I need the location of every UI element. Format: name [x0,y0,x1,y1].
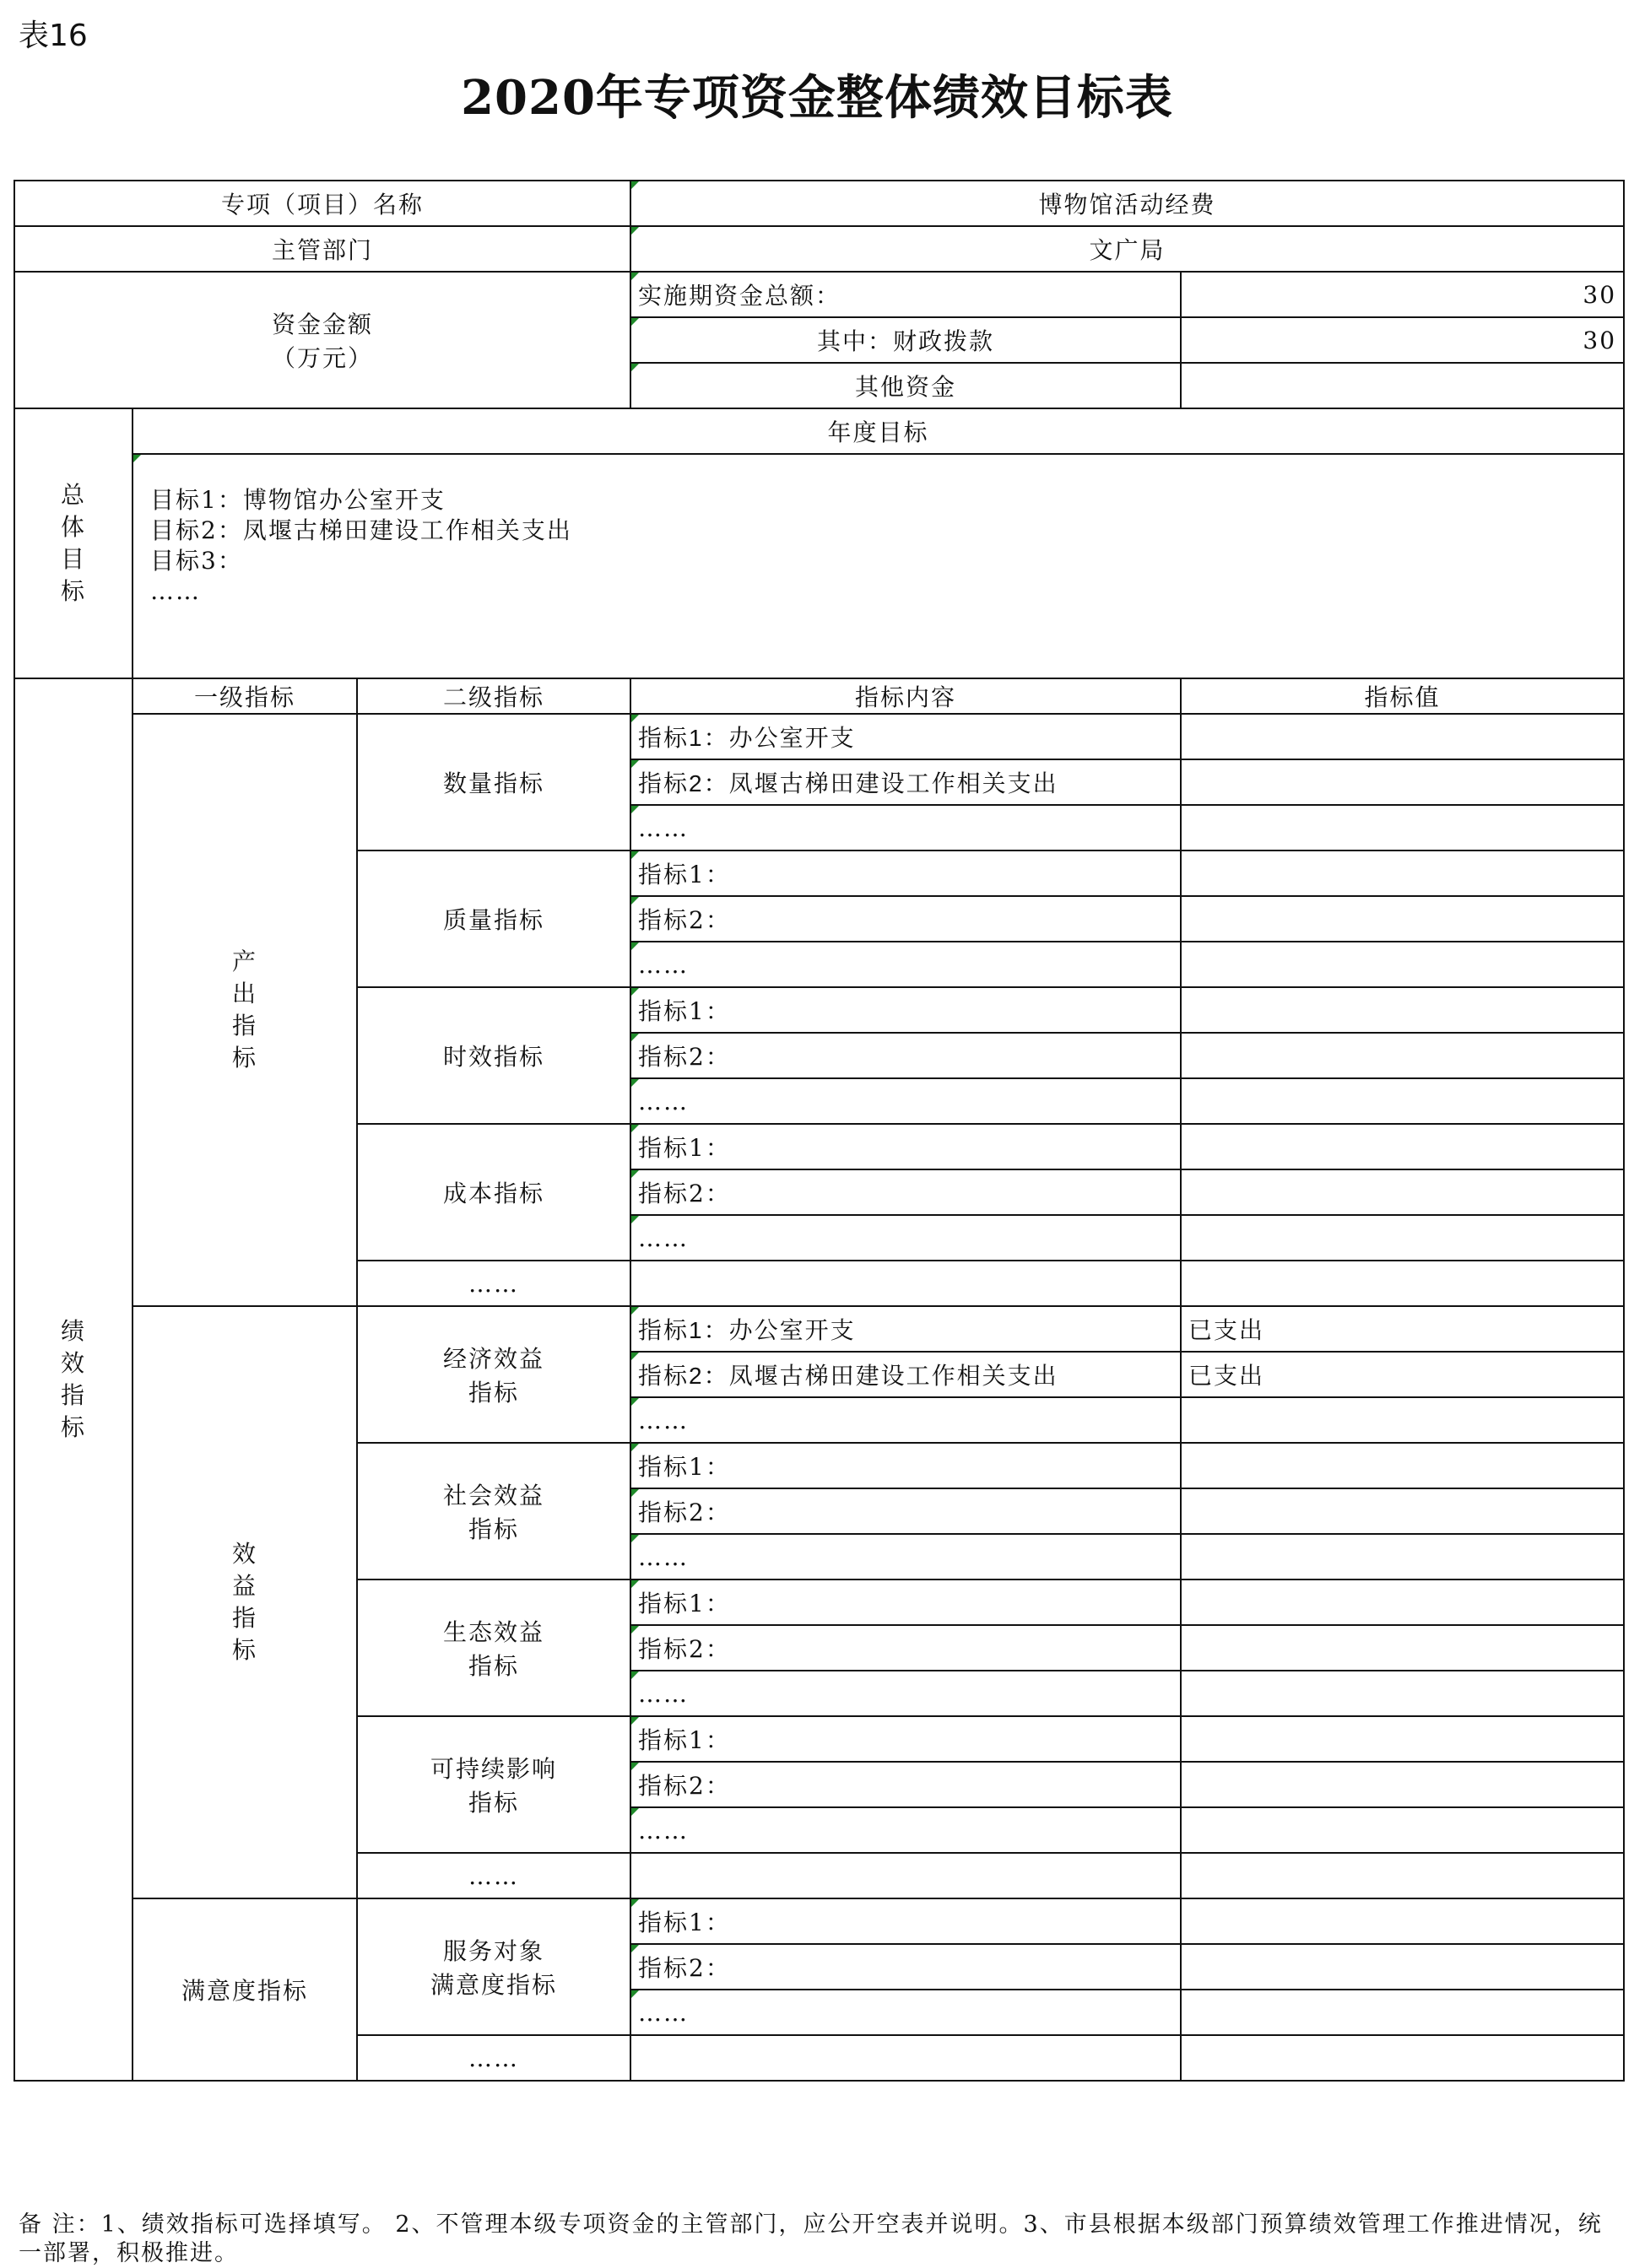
performance-target-table [14,180,1625,2082]
goal-line-1: 目标1：博物馆办公室开支 [150,486,446,514]
indicator-content: 指标2：凤堰古梯田建设工作相关支出 [630,759,1181,805]
indicator-value [1181,1580,1624,1625]
table-number-tag: 表16 [19,19,88,53]
indicator-content [630,2035,1181,2081]
fund-total-value: 30 [1181,272,1624,317]
indicator-content: 指标1： [630,1443,1181,1488]
benefit-indicator-label: 效益指标 [133,1306,357,1898]
indicator-content: …… [630,1078,1181,1124]
goal-line-2: 目标2：凤堰古梯田建设工作相关支出 [150,516,572,544]
indicator-value [1181,759,1624,805]
indicator-value [1181,1534,1624,1580]
indicator-value [1181,1033,1624,1078]
indicator-content: …… [630,942,1181,987]
timeliness-indicator-label: 时效指标 [357,987,630,1124]
document-title: 2020年专项资金整体绩效目标表 [461,70,1173,126]
quality-indicator-label: 质量指标 [357,850,630,987]
indicator-value [1181,1443,1624,1488]
indicator-value [1181,714,1624,759]
indicator-value [1181,1898,1624,1944]
indicator-content: 指标2： [630,1169,1181,1215]
cost-indicator-label: 成本指标 [357,1124,630,1261]
social-benefit-label: 社会效益 指标 [357,1443,630,1580]
service-satisfaction-label: 服务对象 满意度指标 [357,1898,630,2035]
indicator-value [1181,942,1624,987]
col-level2-header: 二级指标 [357,678,630,714]
indicator-value [1181,1397,1624,1443]
project-name-label: 专项（项目）名称 [14,181,630,226]
indicator-content: 指标1： [630,850,1181,896]
quantity-indicator-label: 数量指标 [357,714,630,850]
indicator-value [1181,896,1624,942]
indicator-value [1181,1124,1624,1169]
indicator-content: …… [630,1397,1181,1443]
indicator-value [1181,1716,1624,1762]
indicator-value [1181,2035,1624,2081]
indicator-content: 指标1： [630,1580,1181,1625]
satisfaction-more-level2: …… [357,2035,630,2081]
indicator-value [1181,1762,1624,1807]
indicator-value: 已支出 [1181,1306,1624,1352]
indicator-content: 指标2： [630,896,1181,942]
indicator-value [1181,1990,1624,2035]
fund-total-label: 实施期资金总额： [630,272,1181,317]
output-more-level2: …… [357,1261,630,1306]
economic-benefit-label: 经济效益 指标 [357,1306,630,1443]
indicator-content: 指标2：凤堰古梯田建设工作相关支出 [630,1352,1181,1397]
indicator-content: …… [630,805,1181,850]
indicator-content: …… [630,1671,1181,1716]
indicator-content: 指标1： [630,1124,1181,1169]
indicator-value [1181,1853,1624,1898]
indicator-content: …… [630,1534,1181,1580]
goal-line-3: 目标3： [150,547,243,575]
indicator-content: 指标2： [630,1488,1181,1534]
footnote: 备 注：1、绩效指标可选择填写。 2、不管理本级专项资金的主管部门，应公开空表并说明。3、市县根据本级部门预算绩效管理工作推进情况，统一部署，积极推进。 [19,2211,1603,2266]
indicator-value [1181,1078,1624,1124]
indicator-value [1181,1215,1624,1261]
indicator-value: 已支出 [1181,1352,1624,1397]
indicator-content: 指标1： [630,987,1181,1033]
overall-goal-side-label: 总体目标 [14,408,133,678]
performance-side-label: 绩效指标 [14,678,133,2081]
indicator-value [1181,1261,1624,1306]
indicator-value [1181,1625,1624,1671]
indicator-content: 指标2： [630,1944,1181,1990]
col-value-header: 指标值 [1181,678,1624,714]
indicator-value [1181,850,1624,896]
indicator-value [1181,987,1624,1033]
satisfaction-indicator-label: 满意度指标 [133,1898,357,2081]
col-content-header: 指标内容 [630,678,1181,714]
indicator-content [630,1853,1181,1898]
indicator-value [1181,1671,1624,1716]
fund-other-value [1181,363,1624,408]
indicator-content: 指标2： [630,1625,1181,1671]
indicator-value [1181,1488,1624,1534]
indicator-value [1181,805,1624,850]
project-name-value: 博物馆活动经费 [630,181,1624,226]
benefit-more-level2: …… [357,1853,630,1898]
indicator-content: 指标1： [630,1716,1181,1762]
indicator-content: …… [630,1990,1181,2035]
ecological-benefit-label: 生态效益 指标 [357,1580,630,1716]
sustainable-impact-label: 可持续影响 指标 [357,1716,630,1853]
indicator-content: …… [630,1215,1181,1261]
annual-goal-header: 年度目标 [133,408,1624,454]
indicator-value [1181,1169,1624,1215]
indicator-content [630,1261,1181,1306]
indicator-content: 指标2： [630,1033,1181,1078]
annual-goal-content [133,454,1624,678]
department-label: 主管部门 [14,226,630,272]
indicator-content: …… [630,1807,1181,1853]
department-value: 文广局 [630,226,1624,272]
indicator-content: 指标1： [630,1898,1181,1944]
fund-fiscal-value: 30 [1181,317,1624,363]
fund-fiscal-label: 其中：财政拨款 [630,317,1181,363]
col-level1-header: 一级指标 [133,678,357,714]
fund-other-label: 其他资金 [630,363,1181,408]
indicator-content: 指标2： [630,1762,1181,1807]
indicator-content: 指标1：办公室开支 [630,1306,1181,1352]
fund-label-line2: （万元） [272,344,374,372]
fund-label-line1: 资金金额 [272,310,374,338]
indicator-content: 指标1：办公室开支 [630,714,1181,759]
goal-line-4: …… [150,577,201,605]
indicator-value [1181,1944,1624,1990]
indicator-value [1181,1807,1624,1853]
fund-amount-label [14,272,630,408]
output-indicator-label: 产出指标 [133,714,357,1306]
